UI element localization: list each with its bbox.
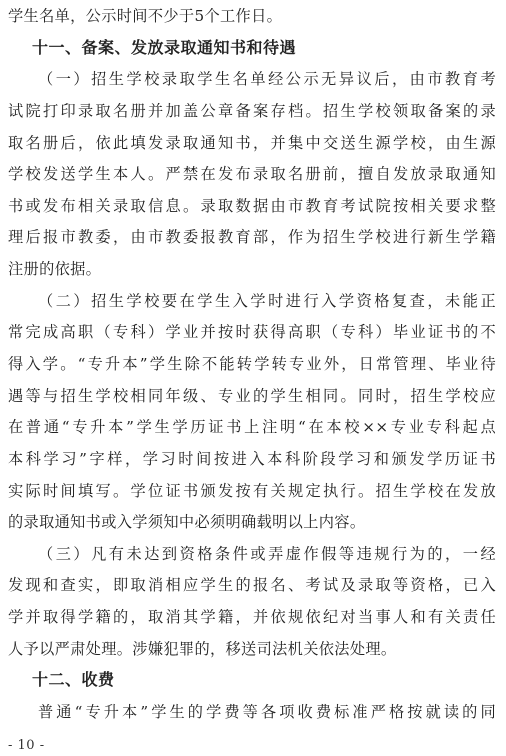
text-line: 学生名单，公示时间不少于5个工作日。 [8, 7, 283, 25]
text-line: （一）招生学校录取学生名单经公示无异议后，由市教育考 [38, 70, 496, 88]
text-line: 学并取得学籍的，取消其学籍，并依规依纪对当事人和有关责任 [8, 608, 496, 626]
text-line: 常完成高职（专科）学业并按时获得高职（专科）毕业证书的不 [8, 323, 496, 341]
text-line: 普通“专升本”学生的学费等各项收费标准严格按就读的同 [38, 703, 496, 721]
text-line: 得入学。“专升本”学生除不能转学转专业外，日常管理、毕业待 [8, 355, 496, 373]
text-line: 的录取通知书或入学须知中必须明确载明以上内容。 [8, 513, 366, 531]
text-line: 发现和查实，即取消相应学生的报名、考试及录取等资格，已入 [8, 576, 496, 594]
text-line: 取名册后，依此填发录取通知书，并集中交送生源学校，由生源 [8, 134, 496, 152]
text-line: 人予以严肃处理。涉嫌犯罪的，移送司法机关依法处理。 [8, 640, 397, 658]
text-line: 理后报市教委，由市教委报教育部，作为招生学校进行新生学籍 [8, 228, 496, 246]
text-line: （二）招生学校要在学生入学时进行入学资格复查，未能正 [38, 292, 496, 310]
page-number: - 10 - [8, 738, 45, 753]
text-line: 试院打印录取名册并加盖公章备案存档。招生学校领取备案的录 [8, 102, 496, 120]
text-line: 学校发送学生本人。严禁在发布录取名册前，擅自发放录取通知 [8, 165, 496, 183]
text-line: 实际时间填写。学位证书颁发按有关规定执行。招生学校在发放 [8, 482, 496, 500]
text-line: 注册的依据。 [8, 260, 102, 278]
text-line: 在普通“专升本”学生学历证书上注明“在本校××专业专科起点 [8, 418, 496, 436]
text-line: 书或发布相关录取信息。录取数据由市教育考试院按相关要求整 [8, 197, 496, 215]
text-line: 遇等与招生学校相同年级、专业的学生相同。同时，招生学校应 [8, 387, 496, 405]
text-line: 本科学习”字样，学习时间按进入本科阶段学习和颁发学历证书 [8, 450, 496, 468]
section-heading: 十一、备案、发放录取通知书和待遇 [32, 38, 297, 57]
text-line: （三）凡有未达到资格条件或弄虚作假等违规行为的，一经 [38, 545, 496, 563]
section-heading: 十二、收费 [32, 670, 115, 689]
